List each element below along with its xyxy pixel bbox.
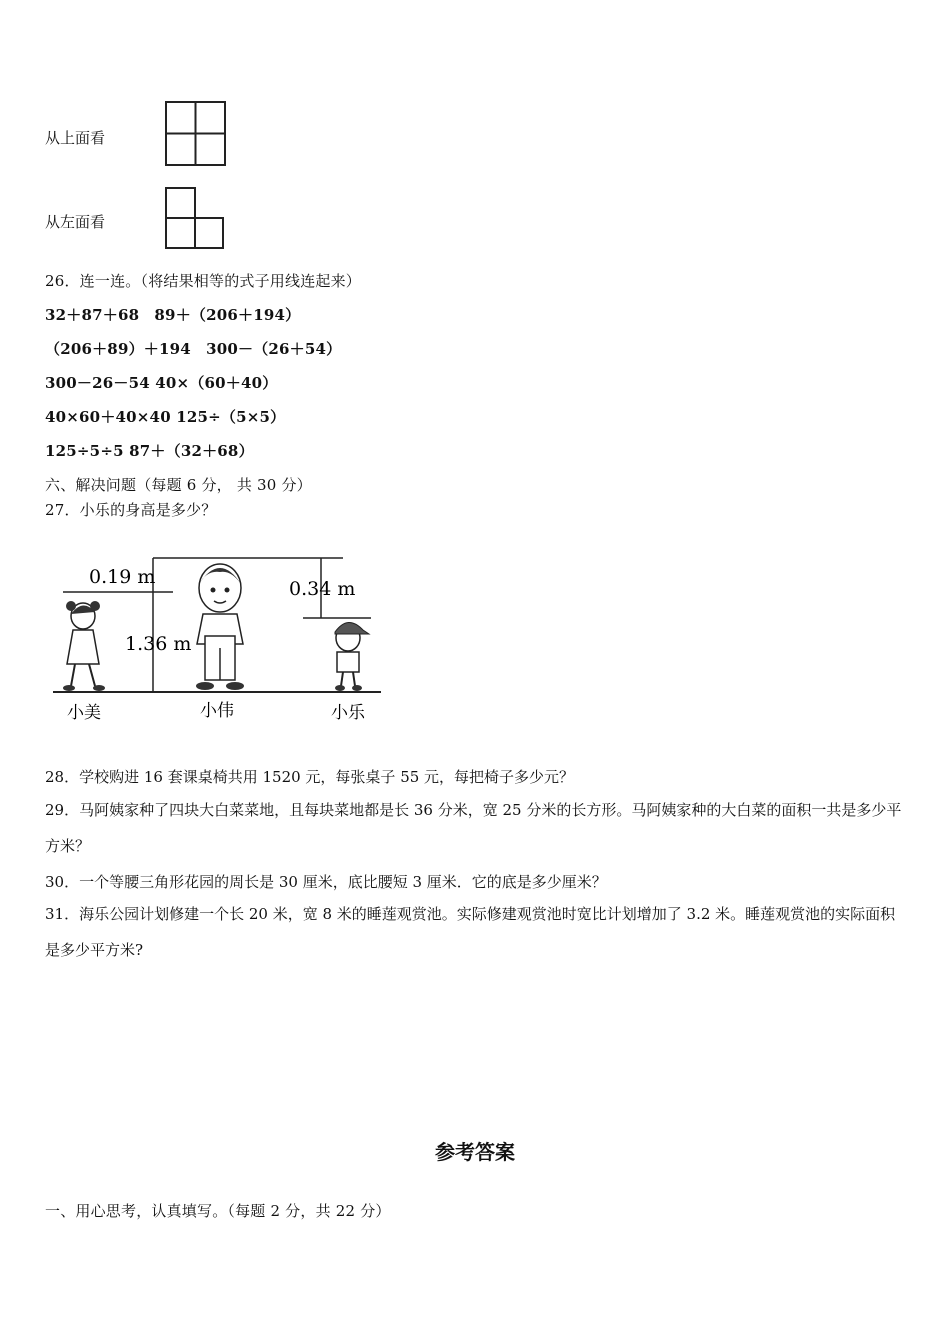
small-boy-figure <box>335 622 369 691</box>
left-view-figure <box>164 186 226 252</box>
top-view-figure <box>164 100 228 168</box>
q26-title: 26．连一连。（将结果相等的式子用线连起来） <box>45 272 361 290</box>
answers-title: 参考答案 <box>435 1140 515 1164</box>
q27-title: 27．小乐的身高是多少？ <box>45 501 217 519</box>
q26-row-2: （206＋89）＋194 300－（26＋54） <box>45 340 342 358</box>
girl-figure <box>63 601 105 691</box>
big-boy-figure <box>196 564 244 690</box>
q26-row-1: 32＋87＋68 89＋（206＋194） <box>45 306 301 324</box>
q31-text: 31．海乐公园计划修建一个长 20 米，宽 8 米的睡莲观赏池。实际修建观赏池时宽比计划增加了 3.2 米。睡莲观赏池的实际面积是多少平方米? <box>45 905 896 959</box>
answers-section1: 一、用心思考，认真填写。（每题 2 分，共 22 分） <box>45 1202 391 1220</box>
section6-title: 六、解决问题（每题 6 分， 共 30 分） <box>45 476 312 494</box>
q29-text: 29．马阿姨家种了四块大白菜菜地，且每块菜地都是长 36 分米，宽 25 分米的长方形。马阿姨家种的大白菜的面积一共是多少平方米？ <box>45 801 902 855</box>
q26-row-4: 40×60＋40×40 125÷（5×5） <box>45 408 286 426</box>
name-xiaowei: 小伟 <box>200 701 234 721</box>
label-0-19m: 0.19 m <box>89 566 156 588</box>
left-view-label: 从左面看 <box>45 213 106 231</box>
q30-text: 30．一个等腰三角形花园的周长是 30 厘米，底比腰短 3 厘米．它的底是多少厘米？ <box>45 873 607 891</box>
q28-text: 28．学校购进 16 套课桌椅共用 1520 元，每张桌子 55 元，每把椅子多少元？ <box>45 768 575 786</box>
label-1-36m: 1.36 m <box>125 633 192 655</box>
top-view-label: 从上面看 <box>45 129 106 147</box>
q27-height-figure <box>45 548 395 730</box>
name-xiaomei: 小美 <box>67 703 101 723</box>
label-0-34m: 0.34 m <box>289 578 356 600</box>
q26-row-3: 300－26－54 40×（60＋40） <box>45 374 278 392</box>
q26-row-5: 125÷5÷5 87＋（32＋68） <box>45 442 254 460</box>
name-xiaole: 小乐 <box>331 703 365 723</box>
